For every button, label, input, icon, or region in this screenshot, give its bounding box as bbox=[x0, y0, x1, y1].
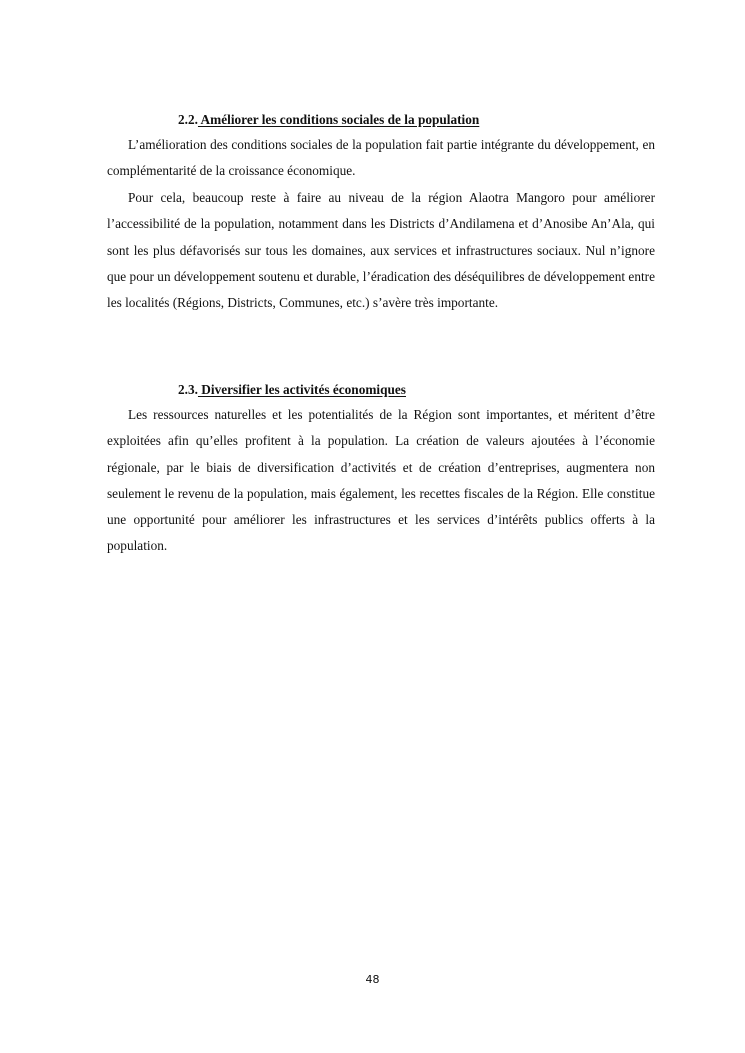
paragraph: L’amélioration des conditions sociales de la population fait partie intégrante du développement, en complémentarité de la croissance économique. bbox=[107, 137, 655, 179]
paragraph: Pour cela, beaucoup reste à faire au niveau de la région Alaotra Mangoro pour améliorer l’accessibilité de la population, notamment dans les Districts d’Andilamena et d’Anosibe An’Ala, qui sont les plus défavorisés sur tous les domaines, aux services et infrastructures sociaux. Nul n’ignore que pour un développement soutenu et durable, l’éradication des déséquilibres de développement entre les localités (Régions, Districts, Communes, etc.) s’avère très importante. bbox=[107, 190, 655, 311]
section-number: 2.2. bbox=[178, 112, 198, 127]
paragraph: Les ressources naturelles et les potentialités de la Région sont importantes, et méritent d’être exploitées afin qu’elles profitent à la population. La création de valeurs ajoutées à l’économie régionale, par le biais de diversification d’activités et de création d’entreprises, augmentera non seulement le revenu de la population, mais également, les recettes fiscales de la Région. Elle constitue une opportunité pour améliorer les infrastructures et les services d’intérêts publics offerts à la population. bbox=[107, 407, 655, 554]
section-title: Diversifier les activités économiques bbox=[197, 382, 406, 397]
section-title: Améliorer les conditions sociales de la population bbox=[197, 112, 480, 127]
page-number: 48 bbox=[365, 973, 380, 986]
section-heading-2-3 bbox=[178, 382, 406, 398]
section-number: 2.3. bbox=[178, 382, 198, 397]
section-heading-2-2 bbox=[178, 112, 479, 128]
